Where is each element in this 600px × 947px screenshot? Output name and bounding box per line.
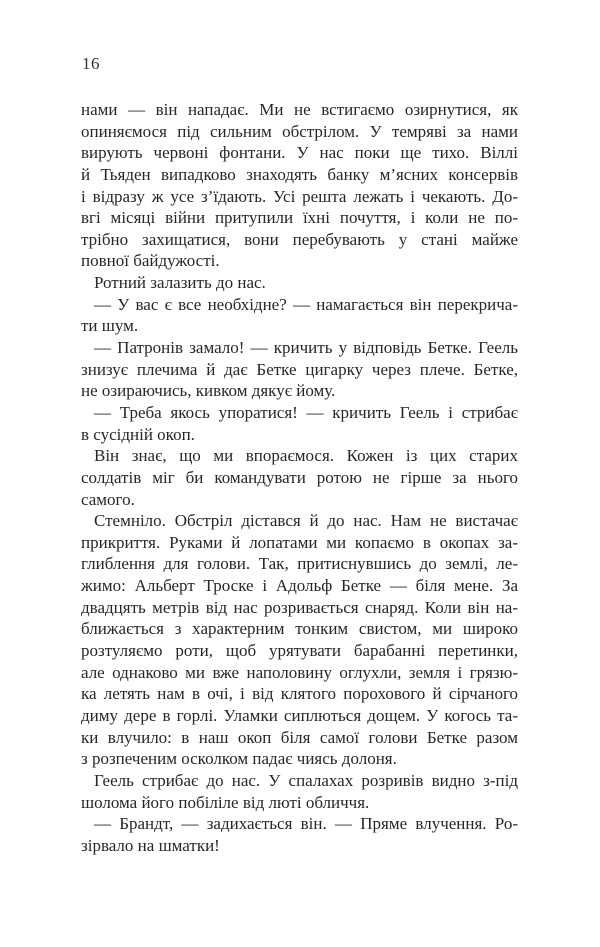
text-line: Ротний залазить до нас. [94, 273, 266, 293]
text-line: Він знає, що ми впораємося. Кожен із цих старих [94, 446, 518, 466]
text-line: зірвало на шматки! [81, 835, 220, 855]
text-line: і відразу ж усе з’їдають. Усі решта лежать і чекають. До- [81, 186, 518, 206]
text-line: й Тьяден випадково знаходять банку м’ясних консервів [81, 164, 518, 184]
text-line: знизує плечима й дає Бетке цигарку через плече. Бетке, [81, 359, 518, 379]
text-line: ка летять нам в очі, і від клятого порохового й сірчаного [81, 684, 518, 704]
text-block [81, 99, 518, 856]
text-line: шолома його побіліле від люті обличчя. [81, 792, 370, 812]
text-line: двадцять метрів від нас розривається снаряд. Коли він на- [81, 597, 518, 617]
text-line: жимо: Альберт Троске і Адольф Бетке — біля мене. За [81, 576, 518, 596]
text-line: ближається з характерним тонким свистом, ми широко [81, 619, 518, 639]
text-line: диму дере в горлі. Уламки сиплються дощем. У когось та- [81, 705, 518, 725]
text-line: ки влучило: в наш окоп біля самої голови Бетке разом [81, 727, 518, 747]
text-line: повної байдужості. [81, 251, 220, 271]
text-line: Геель стрибає до нас. У спалахах розривів видно з-під [94, 770, 518, 790]
text-line: вирують червоні фонтани. У нас поки ще тихо. Віллі [81, 143, 518, 163]
text-line: ти шум. [81, 316, 139, 336]
text-line: але однаково ми вже наполовину оглухли, земля і грязю- [81, 662, 518, 682]
page-number: 16 [82, 54, 100, 73]
text-line: солдатів міг би командувати ротою не гірше за нього [81, 467, 518, 487]
text-line: не озираючись, кивком дякує йому. [81, 381, 336, 401]
text-line: опиняємося під сильним обстрілом. У темряві за нами [81, 121, 518, 141]
text-line: глиблення для голови. Так, притиснувшись до землі, ле- [81, 554, 518, 574]
text-line: розтуляємо роти, щоб урятувати барабанні перетинки, [81, 641, 518, 661]
text-line: — У вас є все необхідне? — намагається він перекрича- [94, 294, 518, 314]
text-line: нами — він нападає. Ми не встигаємо озирнутися, як [81, 100, 518, 119]
text-line: в сусідній окоп. [81, 424, 195, 444]
text-line: Стемніло. Обстріл дістався й до нас. Нам не вистачає [94, 511, 518, 531]
text-line: з розпеченим осколком падає чиясь долоня. [81, 749, 397, 769]
text-line: трібно захищатися, вони перебувають у стані майже [81, 229, 518, 249]
text-line: — Патронів замало! — кричить у відповідь Бетке. Геель [94, 338, 518, 358]
text-line: вгі місяці війни притупили їхні почуття, і коли не по- [81, 208, 518, 228]
text-line: прикриття. Руками й лопатами ми копаємо в окопах за- [81, 532, 518, 552]
text-line: — Брандт, — задихається він. — Пряме влучення. Ро- [94, 814, 518, 834]
text-line: самого. [81, 489, 135, 509]
text-line: — Треба якось упоратися! — кричить Геель і стрибає [94, 402, 518, 422]
